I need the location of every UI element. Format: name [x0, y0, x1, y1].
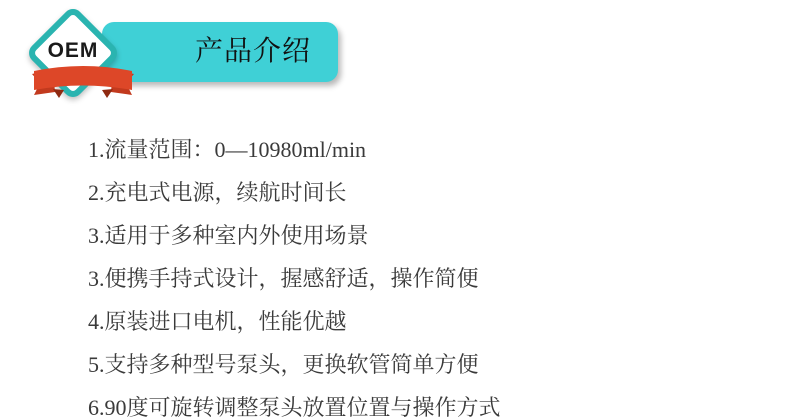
ribbon-icon: [31, 59, 135, 99]
feature-item: 5.支持多种型号泵头，更换软管简单方便: [88, 352, 479, 377]
feature-item: 1.流量范围：0—10980ml/min: [88, 137, 367, 162]
oem-badge-label: OEM: [47, 39, 99, 62]
feature-item: 3.适用于多种室内外使用场景: [88, 223, 369, 248]
feature-item: 6.90度可旋转调整泵头放置位置与操作方式: [88, 395, 501, 419]
section-title: 产品介绍: [195, 35, 312, 66]
feature-item: 2.充电式电源，续航时间长: [88, 180, 347, 205]
feature-item: 4.原装进口电机，性能优越: [88, 309, 347, 334]
feature-item: 3.便携手持式设计，握感舒适，操作简便: [88, 266, 479, 291]
section-banner: [102, 22, 338, 82]
feature-list: [88, 128, 748, 419]
